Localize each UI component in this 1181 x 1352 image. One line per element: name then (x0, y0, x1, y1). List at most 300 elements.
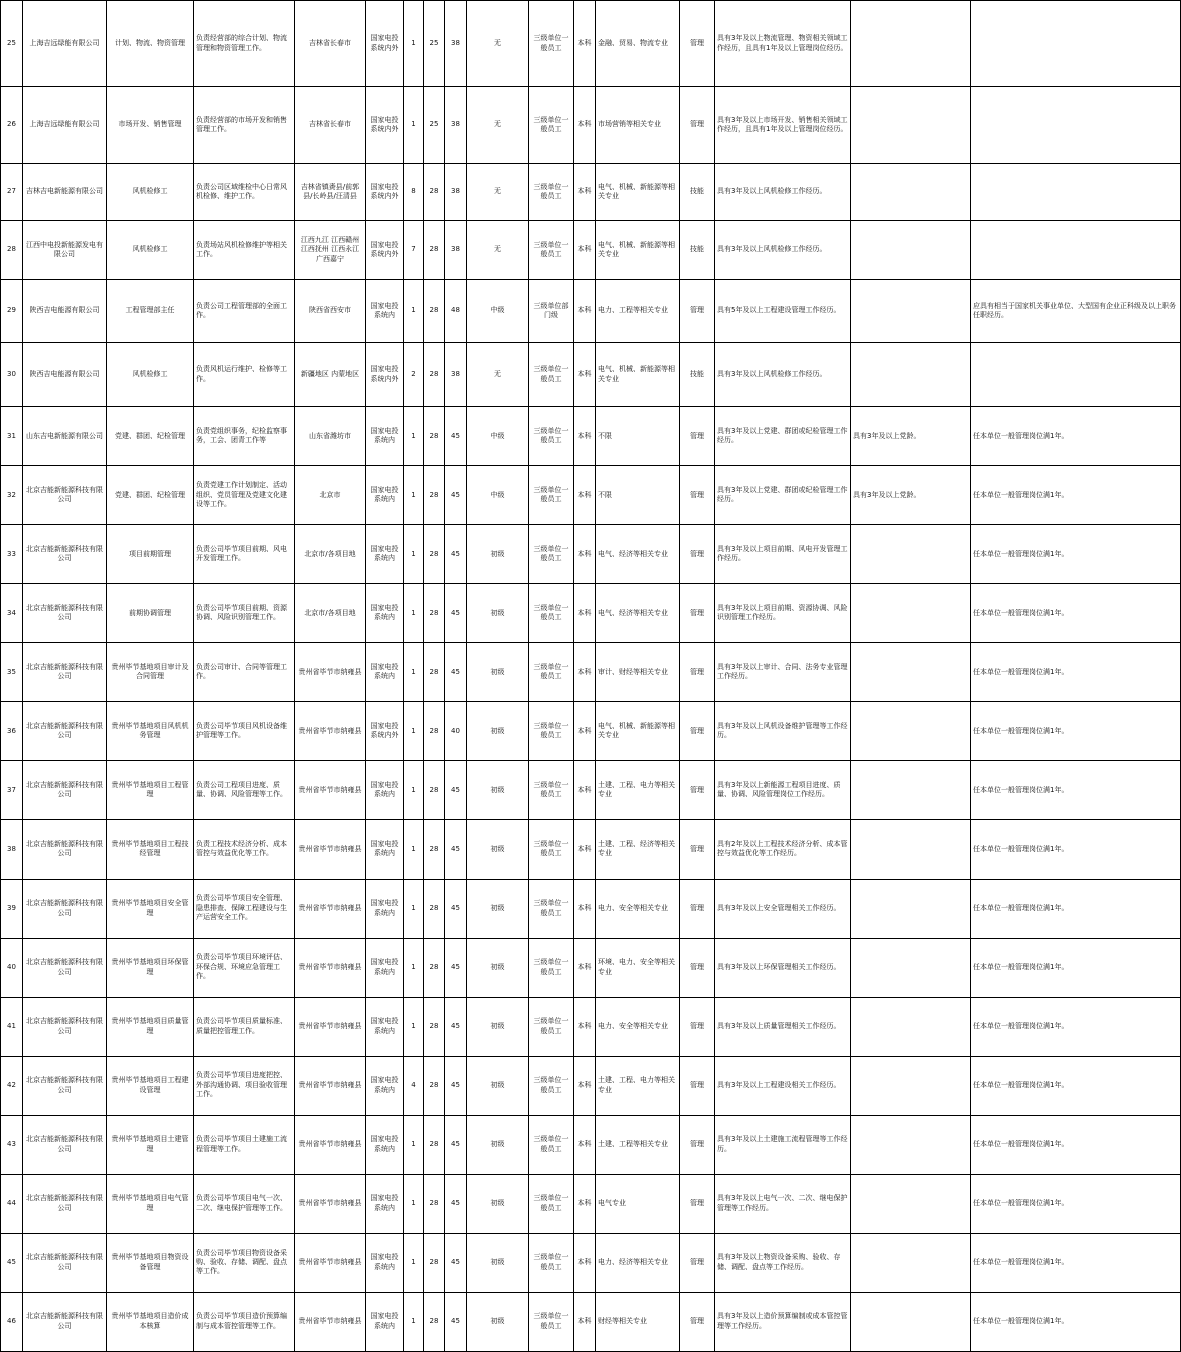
age-min-cell: 28 (424, 761, 445, 820)
position-type-cell: 技能 (680, 343, 715, 407)
position-cell: 风机检修工 (107, 164, 194, 221)
table-row (1, 280, 1181, 343)
location-cell: 贵州省毕节市纳雍县 (295, 1174, 366, 1233)
note-cell: 任本单位一般管理岗位满1年。 (971, 938, 1181, 997)
table-row (1, 938, 1181, 997)
experience-cell: 具有2年及以上工程技术经济分析、成本管控与效益优化等工作经历。 (715, 820, 851, 879)
major-cell: 金融、贸易、物流专业 (596, 1, 680, 87)
position-type-cell: 管理 (680, 702, 715, 761)
major-cell: 电力、经济等相关专业 (596, 1233, 680, 1292)
title-cell: 无 (467, 221, 529, 280)
title-cell: 初级 (467, 1115, 529, 1174)
note-cell: 任本单位一般管理岗位满1年。 (971, 997, 1181, 1056)
other-requirement-cell (851, 525, 971, 584)
row-number: 35 (1, 643, 23, 702)
scope-cell: 国家电投系统内 (366, 1174, 404, 1233)
row-number: 40 (1, 938, 23, 997)
company-cell: 北京吉能新能源科技有限公司 (23, 938, 107, 997)
position-cell: 贵州毕节基地项目工程建设管理 (107, 1056, 194, 1115)
note-cell: 任本单位一般管理岗位满1年。 (971, 702, 1181, 761)
headcount-cell: 1 (404, 997, 424, 1056)
age-min-cell: 28 (424, 938, 445, 997)
experience-cell: 具有3年及以上造价预算编制或成本管控管理等工作经历。 (715, 1292, 851, 1351)
position-type-cell: 管理 (680, 1292, 715, 1351)
location-cell: 贵州省毕节市纳雍县 (295, 1115, 366, 1174)
position-type-cell: 技能 (680, 221, 715, 280)
location-cell: 北京市 (295, 466, 366, 525)
table-row (1, 702, 1181, 761)
title-cell: 初级 (467, 1233, 529, 1292)
table-row (1, 1115, 1181, 1174)
other-requirement-cell (851, 938, 971, 997)
company-cell: 北京吉能新能源科技有限公司 (23, 702, 107, 761)
education-cell: 本科 (574, 761, 596, 820)
age-min-cell: 28 (424, 221, 445, 280)
title-cell: 中级 (467, 407, 529, 466)
age-min-cell: 28 (424, 702, 445, 761)
table-row (1, 87, 1181, 164)
level-cell: 三级单位一般员工 (529, 761, 574, 820)
position-cell: 计划、物流、物资管理 (107, 1, 194, 87)
headcount-cell: 1 (404, 879, 424, 938)
major-cell: 不限 (596, 407, 680, 466)
other-requirement-cell (851, 1233, 971, 1292)
major-cell: 电气、经济等相关专业 (596, 584, 680, 643)
age-max-cell: 45 (445, 1056, 467, 1115)
position-cell: 贵州毕节基地项目电气管理 (107, 1174, 194, 1233)
position-cell: 贵州毕节基地项目质量管理 (107, 997, 194, 1056)
age-max-cell: 45 (445, 1233, 467, 1292)
duty-cell: 负责公司毕节项目环境评估、环保合规、环境应急管理工作。 (194, 938, 295, 997)
duty-cell: 负责党组织事务，纪检监察事务，工会、团青工作等 (194, 407, 295, 466)
education-cell: 本科 (574, 1174, 596, 1233)
level-cell: 三级单位一般员工 (529, 1056, 574, 1115)
experience-cell: 具有3年及以上党建、群团或纪检管理工作经历。 (715, 407, 851, 466)
position-type-cell: 管理 (680, 1174, 715, 1233)
scope-cell: 国家电投系统内 (366, 643, 404, 702)
duty-cell: 负责经营部的综合计划、物流管理和物资管理工作。 (194, 1, 295, 87)
headcount-cell: 7 (404, 221, 424, 280)
education-cell: 本科 (574, 1292, 596, 1351)
age-max-cell: 45 (445, 643, 467, 702)
row-number: 34 (1, 584, 23, 643)
location-cell: 贵州省毕节市纳雍县 (295, 879, 366, 938)
title-cell: 无 (467, 343, 529, 407)
age-max-cell: 45 (445, 407, 467, 466)
table-row (1, 1233, 1181, 1292)
row-number: 25 (1, 1, 23, 87)
other-requirement-cell (851, 1292, 971, 1351)
level-cell: 三级单位一般员工 (529, 466, 574, 525)
major-cell: 土建、工程、电力等相关专业 (596, 761, 680, 820)
company-cell: 北京吉能新能源科技有限公司 (23, 997, 107, 1056)
experience-cell: 具有3年及以上风机检修工作经历。 (715, 221, 851, 280)
age-max-cell: 45 (445, 938, 467, 997)
row-number: 43 (1, 1115, 23, 1174)
duty-cell: 负责经营部的市场开发和销售管理工作。 (194, 87, 295, 164)
age-min-cell: 28 (424, 407, 445, 466)
scope-cell: 国家电投系统内 (366, 407, 404, 466)
other-requirement-cell (851, 761, 971, 820)
table-row (1, 407, 1181, 466)
row-number: 38 (1, 820, 23, 879)
scope-cell: 国家电投系统内 (366, 938, 404, 997)
experience-cell: 具有3年及以上风机设备维护管理等工作经历。 (715, 702, 851, 761)
education-cell: 本科 (574, 343, 596, 407)
major-cell: 电力、安全等相关专业 (596, 879, 680, 938)
other-requirement-cell (851, 643, 971, 702)
location-cell: 贵州省毕节市纳雍县 (295, 702, 366, 761)
other-requirement-cell (851, 280, 971, 343)
table-row (1, 1174, 1181, 1233)
level-cell: 三级单位一般员工 (529, 1174, 574, 1233)
age-min-cell: 25 (424, 87, 445, 164)
education-cell: 本科 (574, 879, 596, 938)
table-row (1, 164, 1181, 221)
row-number: 32 (1, 466, 23, 525)
location-cell: 吉林省长春市 (295, 1, 366, 87)
other-requirement-cell: 具有3年及以上党龄。 (851, 466, 971, 525)
title-cell: 初级 (467, 938, 529, 997)
title-cell: 初级 (467, 702, 529, 761)
level-cell: 三级单位一般员工 (529, 1233, 574, 1292)
scope-cell: 国家电投系统内 (366, 879, 404, 938)
level-cell: 三级单位一般员工 (529, 820, 574, 879)
position-type-cell: 管理 (680, 1115, 715, 1174)
level-cell: 三级单位一般员工 (529, 1, 574, 87)
note-cell (971, 87, 1181, 164)
other-requirement-cell (851, 997, 971, 1056)
experience-cell: 具有3年及以上市场开发、销售相关领域工作经历，且具有1年及以上管理岗位经历。 (715, 87, 851, 164)
position-type-cell: 管理 (680, 1, 715, 87)
headcount-cell: 1 (404, 1292, 424, 1351)
position-cell: 贵州毕节基地项目造价成本核算 (107, 1292, 194, 1351)
company-cell: 北京吉能新能源科技有限公司 (23, 761, 107, 820)
company-cell: 北京吉能新能源科技有限公司 (23, 879, 107, 938)
major-cell: 环境、电力、安全等相关专业 (596, 938, 680, 997)
other-requirement-cell: 具有3年及以上党龄。 (851, 407, 971, 466)
position-type-cell: 管理 (680, 643, 715, 702)
note-cell: 任本单位一般管理岗位满1年。 (971, 1115, 1181, 1174)
other-requirement-cell (851, 164, 971, 221)
location-cell: 吉林省镇赉县/前郭县/长岭县/汪清县 (295, 164, 366, 221)
headcount-cell: 1 (404, 1115, 424, 1174)
company-cell: 北京吉能新能源科技有限公司 (23, 525, 107, 584)
scope-cell: 国家电投系统内 (366, 1233, 404, 1292)
position-cell: 贵州毕节基地项目审计及合同管理 (107, 643, 194, 702)
row-number: 42 (1, 1056, 23, 1115)
position-type-cell: 管理 (680, 820, 715, 879)
major-cell: 市场营销等相关专业 (596, 87, 680, 164)
level-cell: 三级单位一般员工 (529, 643, 574, 702)
level-cell: 三级单位一般员工 (529, 221, 574, 280)
headcount-cell: 1 (404, 87, 424, 164)
position-type-cell: 技能 (680, 164, 715, 221)
age-min-cell: 28 (424, 280, 445, 343)
major-cell: 电气、机械、新能源等相关专业 (596, 343, 680, 407)
experience-cell: 具有3年及以上新能源工程项目进度、质量、协调、风险管理岗位工作经历。 (715, 761, 851, 820)
headcount-cell: 1 (404, 466, 424, 525)
duty-cell: 负责公司工程管理部的全面工作。 (194, 280, 295, 343)
experience-cell: 具有5年及以上工程建设管理工作经历。 (715, 280, 851, 343)
position-type-cell: 管理 (680, 1056, 715, 1115)
company-cell: 山东吉电新能源有限公司 (23, 407, 107, 466)
row-number: 31 (1, 407, 23, 466)
table-row (1, 221, 1181, 280)
major-cell: 土建、工程等相关专业 (596, 1115, 680, 1174)
scope-cell: 国家电投系统内 (366, 1056, 404, 1115)
company-cell: 江西中电投新能源发电有限公司 (23, 221, 107, 280)
title-cell: 初级 (467, 1174, 529, 1233)
row-number: 45 (1, 1233, 23, 1292)
experience-cell: 具有3年及以上风机检修工作经历。 (715, 164, 851, 221)
scope-cell: 国家电投系统内 (366, 1292, 404, 1351)
age-max-cell: 45 (445, 466, 467, 525)
age-min-cell: 25 (424, 1, 445, 87)
scope-cell: 国家电投系统内 (366, 466, 404, 525)
headcount-cell: 1 (404, 525, 424, 584)
scope-cell: 国家电投系统内外 (366, 1, 404, 87)
age-min-cell: 28 (424, 1233, 445, 1292)
position-cell: 贵州毕节基地项目风机机务管理 (107, 702, 194, 761)
company-cell: 上海吉远绿能有限公司 (23, 87, 107, 164)
age-max-cell: 45 (445, 997, 467, 1056)
company-cell: 北京吉能新能源科技有限公司 (23, 1233, 107, 1292)
scope-cell: 国家电投系统内 (366, 820, 404, 879)
position-cell: 贵州毕节基地项目工程技经管理 (107, 820, 194, 879)
other-requirement-cell (851, 879, 971, 938)
level-cell: 三级单位一般员工 (529, 343, 574, 407)
title-cell: 初级 (467, 525, 529, 584)
location-cell: 陕西省西安市 (295, 280, 366, 343)
location-cell: 贵州省毕节市纳雍县 (295, 1292, 366, 1351)
duty-cell: 负责场站风机检修维护等相关工作。 (194, 221, 295, 280)
age-min-cell: 28 (424, 1056, 445, 1115)
major-cell: 电力、安全等相关专业 (596, 997, 680, 1056)
note-cell: 任本单位一般管理岗位满1年。 (971, 879, 1181, 938)
duty-cell: 负责公司毕节项目安全管理、隐患排查、保障工程建设与生产运营安全工作。 (194, 879, 295, 938)
major-cell: 财经等相关专业 (596, 1292, 680, 1351)
position-cell: 工程管理部主任 (107, 280, 194, 343)
experience-cell: 具有3年及以上风机检修工作经历。 (715, 343, 851, 407)
other-requirement-cell (851, 1056, 971, 1115)
title-cell: 初级 (467, 1292, 529, 1351)
position-type-cell: 管理 (680, 87, 715, 164)
row-number: 26 (1, 87, 23, 164)
age-min-cell: 28 (424, 525, 445, 584)
note-cell: 任本单位一般管理岗位满1年。 (971, 584, 1181, 643)
row-number: 39 (1, 879, 23, 938)
age-max-cell: 45 (445, 1292, 467, 1351)
position-type-cell: 管理 (680, 1233, 715, 1292)
title-cell: 初级 (467, 879, 529, 938)
location-cell: 贵州省毕节市纳雍县 (295, 643, 366, 702)
position-type-cell: 管理 (680, 761, 715, 820)
scope-cell: 国家电投系统内外 (366, 702, 404, 761)
table-row (1, 879, 1181, 938)
position-type-cell: 管理 (680, 466, 715, 525)
position-cell: 风机检修工 (107, 343, 194, 407)
headcount-cell: 1 (404, 820, 424, 879)
note-cell: 任本单位一般管理岗位满1年。 (971, 466, 1181, 525)
experience-cell: 具有3年及以上质量管理相关工作经历。 (715, 997, 851, 1056)
experience-cell: 具有3年及以上工程建设相关工作经历。 (715, 1056, 851, 1115)
age-max-cell: 38 (445, 164, 467, 221)
title-cell: 初级 (467, 761, 529, 820)
headcount-cell: 1 (404, 280, 424, 343)
position-cell: 贵州毕节基地项目环保管理 (107, 938, 194, 997)
table-row (1, 643, 1181, 702)
scope-cell: 国家电投系统内 (366, 584, 404, 643)
row-number: 37 (1, 761, 23, 820)
duty-cell: 负责党建工作计划制定、活动组织、党员管理及党建文化建设等工作。 (194, 466, 295, 525)
company-cell: 北京吉能新能源科技有限公司 (23, 466, 107, 525)
scope-cell: 国家电投系统内外 (366, 221, 404, 280)
experience-cell: 具有3年及以上土建施工流程管理等工作经历。 (715, 1115, 851, 1174)
location-cell: 贵州省毕节市纳雍县 (295, 1233, 366, 1292)
position-cell: 贵州毕节基地项目物资设备管理 (107, 1233, 194, 1292)
row-number: 41 (1, 997, 23, 1056)
major-cell: 审计、财经等相关专业 (596, 643, 680, 702)
duty-cell: 负责公司毕节项目进度把控、外部沟通协调、项目验收管理工作。 (194, 1056, 295, 1115)
position-cell: 前期协调管理 (107, 584, 194, 643)
experience-cell: 具有3年及以上审计、合同、法务专业管理工作经历。 (715, 643, 851, 702)
other-requirement-cell (851, 1, 971, 87)
note-cell: 应具有相当于国家机关事业单位、大型国有企业正科级及以上职务任职经历。 (971, 280, 1181, 343)
education-cell: 本科 (574, 820, 596, 879)
other-requirement-cell (851, 702, 971, 761)
age-max-cell: 45 (445, 761, 467, 820)
duty-cell: 负责公司区域维检中心日常风机检修、维护工作。 (194, 164, 295, 221)
headcount-cell: 1 (404, 702, 424, 761)
company-cell: 北京吉能新能源科技有限公司 (23, 1115, 107, 1174)
education-cell: 本科 (574, 1115, 596, 1174)
row-number: 27 (1, 164, 23, 221)
row-number: 44 (1, 1174, 23, 1233)
major-cell: 电气、经济等相关专业 (596, 525, 680, 584)
major-cell: 电力、工程等相关专业 (596, 280, 680, 343)
company-cell: 北京吉能新能源科技有限公司 (23, 1056, 107, 1115)
other-requirement-cell (851, 820, 971, 879)
location-cell: 山东省潍坊市 (295, 407, 366, 466)
table-row (1, 997, 1181, 1056)
row-number: 28 (1, 221, 23, 280)
position-cell: 风机检修工 (107, 221, 194, 280)
education-cell: 本科 (574, 997, 596, 1056)
duty-cell: 负责公司毕节项目电气一次、二次、继电保护管理等工作。 (194, 1174, 295, 1233)
scope-cell: 国家电投系统内外 (366, 87, 404, 164)
row-number: 36 (1, 702, 23, 761)
education-cell: 本科 (574, 407, 596, 466)
headcount-cell: 4 (404, 1056, 424, 1115)
level-cell: 三级单位一般员工 (529, 525, 574, 584)
company-cell: 陕西吉电能源有限公司 (23, 343, 107, 407)
education-cell: 本科 (574, 164, 596, 221)
location-cell: 贵州省毕节市纳雍县 (295, 938, 366, 997)
company-cell: 北京吉能新能源科技有限公司 (23, 1292, 107, 1351)
experience-cell: 具有3年及以上项目前期、资源协调、风险识别管理工作经历。 (715, 584, 851, 643)
duty-cell: 负责公司毕节项目风机设备维护管理等工作。 (194, 702, 295, 761)
note-cell: 任本单位一般管理岗位满1年。 (971, 820, 1181, 879)
position-type-cell: 管理 (680, 938, 715, 997)
headcount-cell: 2 (404, 343, 424, 407)
title-cell: 中级 (467, 466, 529, 525)
headcount-cell: 8 (404, 164, 424, 221)
duty-cell: 负责公司毕节项目土建施工流程管理等工作。 (194, 1115, 295, 1174)
note-cell: 任本单位一般管理岗位满1年。 (971, 525, 1181, 584)
education-cell: 本科 (574, 584, 596, 643)
education-cell: 本科 (574, 1056, 596, 1115)
experience-cell: 具有3年及以上物流管理、物资相关领域工作经历，且具有1年及以上管理岗位经历。 (715, 1, 851, 87)
company-cell: 陕西吉电能源有限公司 (23, 280, 107, 343)
headcount-cell: 1 (404, 407, 424, 466)
duty-cell: 负责公司毕节项目前期、风电开发管理工作。 (194, 525, 295, 584)
major-cell: 不限 (596, 466, 680, 525)
table-row (1, 466, 1181, 525)
level-cell: 三级单位一般员工 (529, 938, 574, 997)
row-number: 33 (1, 525, 23, 584)
level-cell: 三级单位一般员工 (529, 997, 574, 1056)
table-body (1, 1, 1181, 1352)
table-row (1, 1292, 1181, 1351)
headcount-cell: 1 (404, 1, 424, 87)
duty-cell: 负责公司毕节项目造价预算编制与成本管控管理等工作。 (194, 1292, 295, 1351)
company-cell: 北京吉能新能源科技有限公司 (23, 643, 107, 702)
level-cell: 三级单位一般员工 (529, 1292, 574, 1351)
duty-cell: 负责公司毕节项目前期、资源协调、风险识别管理工作。 (194, 584, 295, 643)
title-cell: 初级 (467, 820, 529, 879)
duty-cell: 负责公司工程项目进度、质量、协调、风险管理等工作。 (194, 761, 295, 820)
age-max-cell: 48 (445, 280, 467, 343)
age-max-cell: 45 (445, 584, 467, 643)
row-number: 29 (1, 280, 23, 343)
position-type-cell: 管理 (680, 997, 715, 1056)
duty-cell: 负责公司毕节项目质量标准、质量把控管理工作。 (194, 997, 295, 1056)
age-min-cell: 28 (424, 343, 445, 407)
age-min-cell: 28 (424, 1174, 445, 1233)
note-cell: 任本单位一般管理岗位满1年。 (971, 1174, 1181, 1233)
position-cell: 党建、群团、纪检管理 (107, 466, 194, 525)
education-cell: 本科 (574, 87, 596, 164)
location-cell: 吉林省长春市 (295, 87, 366, 164)
note-cell: 任本单位一般管理岗位满1年。 (971, 1292, 1181, 1351)
scope-cell: 国家电投系统内 (366, 761, 404, 820)
note-cell: 任本单位一般管理岗位满1年。 (971, 761, 1181, 820)
experience-cell: 具有3年及以上电气一次、二次、继电保护管理等工作经历。 (715, 1174, 851, 1233)
level-cell: 三级单位一般员工 (529, 164, 574, 221)
location-cell: 贵州省毕节市纳雍县 (295, 997, 366, 1056)
age-min-cell: 28 (424, 584, 445, 643)
headcount-cell: 1 (404, 938, 424, 997)
headcount-cell: 1 (404, 1174, 424, 1233)
company-cell: 吉林吉电新能源有限公司 (23, 164, 107, 221)
note-cell (971, 1, 1181, 87)
major-cell: 电气、机械、新能源等相关专业 (596, 221, 680, 280)
title-cell: 无 (467, 87, 529, 164)
headcount-cell: 1 (404, 1233, 424, 1292)
age-max-cell: 38 (445, 1, 467, 87)
education-cell: 本科 (574, 221, 596, 280)
education-cell: 本科 (574, 702, 596, 761)
level-cell: 三级单位一般员工 (529, 702, 574, 761)
note-cell: 任本单位一般管理岗位满1年。 (971, 643, 1181, 702)
position-cell: 党建、群团、纪检管理 (107, 407, 194, 466)
education-cell: 本科 (574, 938, 596, 997)
position-type-cell: 管理 (680, 879, 715, 938)
age-max-cell: 45 (445, 879, 467, 938)
other-requirement-cell (851, 343, 971, 407)
major-cell: 电气、机械、新能源等相关专业 (596, 164, 680, 221)
